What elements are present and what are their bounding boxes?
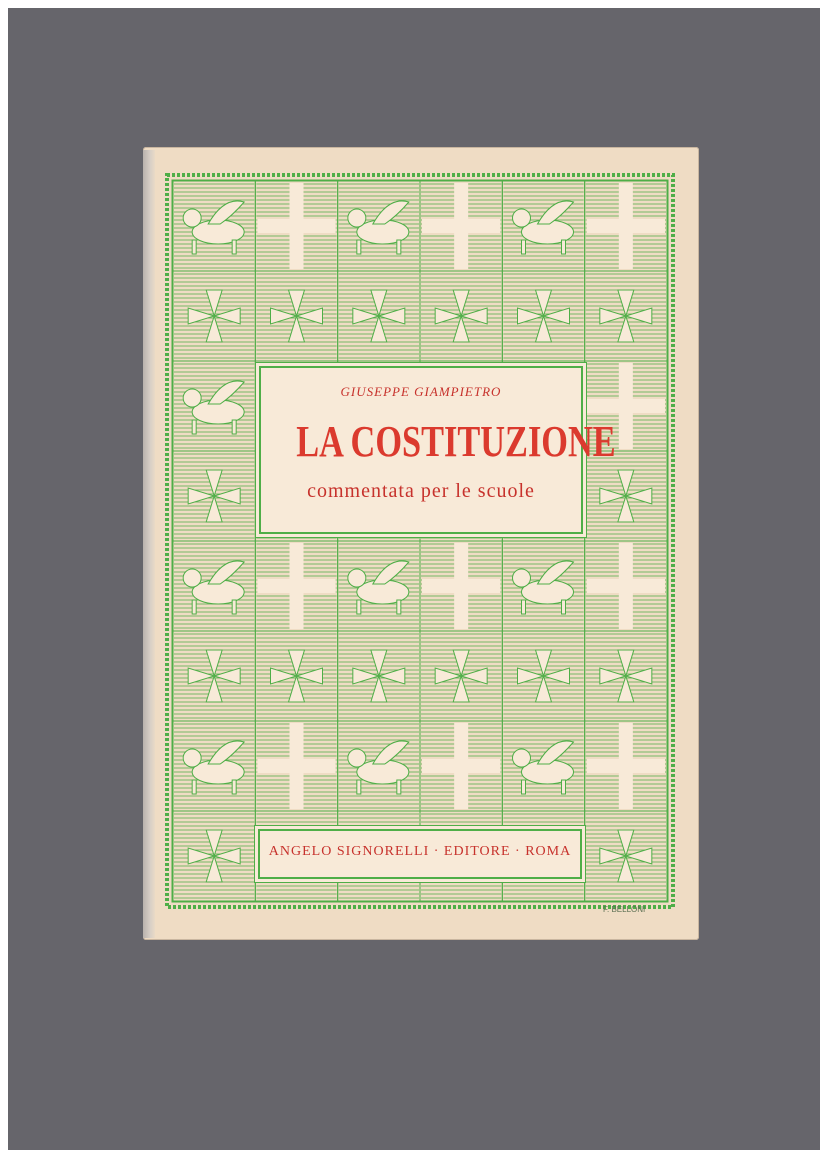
lion-head <box>183 209 201 227</box>
lion-leg <box>562 600 566 614</box>
lion-head <box>183 749 201 767</box>
artist-signature: F. BELLONI <box>603 905 646 914</box>
cross-bar-v <box>290 183 304 269</box>
lion-head <box>513 569 531 587</box>
cross-bar-v <box>290 723 304 809</box>
lion-head <box>348 749 366 767</box>
cross-bar-v <box>619 363 633 449</box>
lion-leg <box>192 780 196 794</box>
lion-leg <box>232 240 236 254</box>
cross-bar-v <box>619 723 633 809</box>
lion-leg <box>357 780 361 794</box>
lion-leg <box>232 600 236 614</box>
book-title: LA COSTITUZIONE <box>296 417 616 466</box>
lion-head <box>183 569 201 587</box>
pattern-svg <box>165 173 675 909</box>
cross-bar-v <box>454 183 468 269</box>
lion-leg <box>562 240 566 254</box>
lion-leg <box>562 780 566 794</box>
book-spine <box>143 150 155 938</box>
lion-leg <box>232 780 236 794</box>
heraldic-pattern <box>165 173 675 909</box>
lion-leg <box>522 240 526 254</box>
lion-leg <box>522 780 526 794</box>
cross-bar-v <box>619 183 633 269</box>
author-name: GIUSEPPE GIAMPIETRO <box>340 384 502 399</box>
lion-leg <box>192 420 196 434</box>
cross-bar-v <box>454 723 468 809</box>
lion-leg <box>397 600 401 614</box>
lion-leg <box>232 420 236 434</box>
lion-leg <box>357 600 361 614</box>
cross-bar-v <box>454 543 468 629</box>
lion-leg <box>192 600 196 614</box>
publisher-name: ANGELO SIGNORELLI · EDITORE · ROMA <box>268 844 572 859</box>
title-panel <box>259 366 616 534</box>
cross-bar-v <box>290 543 304 629</box>
lion-leg <box>522 600 526 614</box>
lion-leg <box>357 240 361 254</box>
lion-head <box>183 389 201 407</box>
lion-head <box>513 749 531 767</box>
lion-leg <box>192 240 196 254</box>
cross-bar-v <box>619 543 633 629</box>
publisher-panel <box>258 829 582 879</box>
lion-leg <box>397 780 401 794</box>
lion-head <box>348 569 366 587</box>
lion-head <box>348 209 366 227</box>
book-subtitle: commentata per le scuole <box>307 480 535 502</box>
lion-head <box>513 209 531 227</box>
lion-leg <box>397 240 401 254</box>
